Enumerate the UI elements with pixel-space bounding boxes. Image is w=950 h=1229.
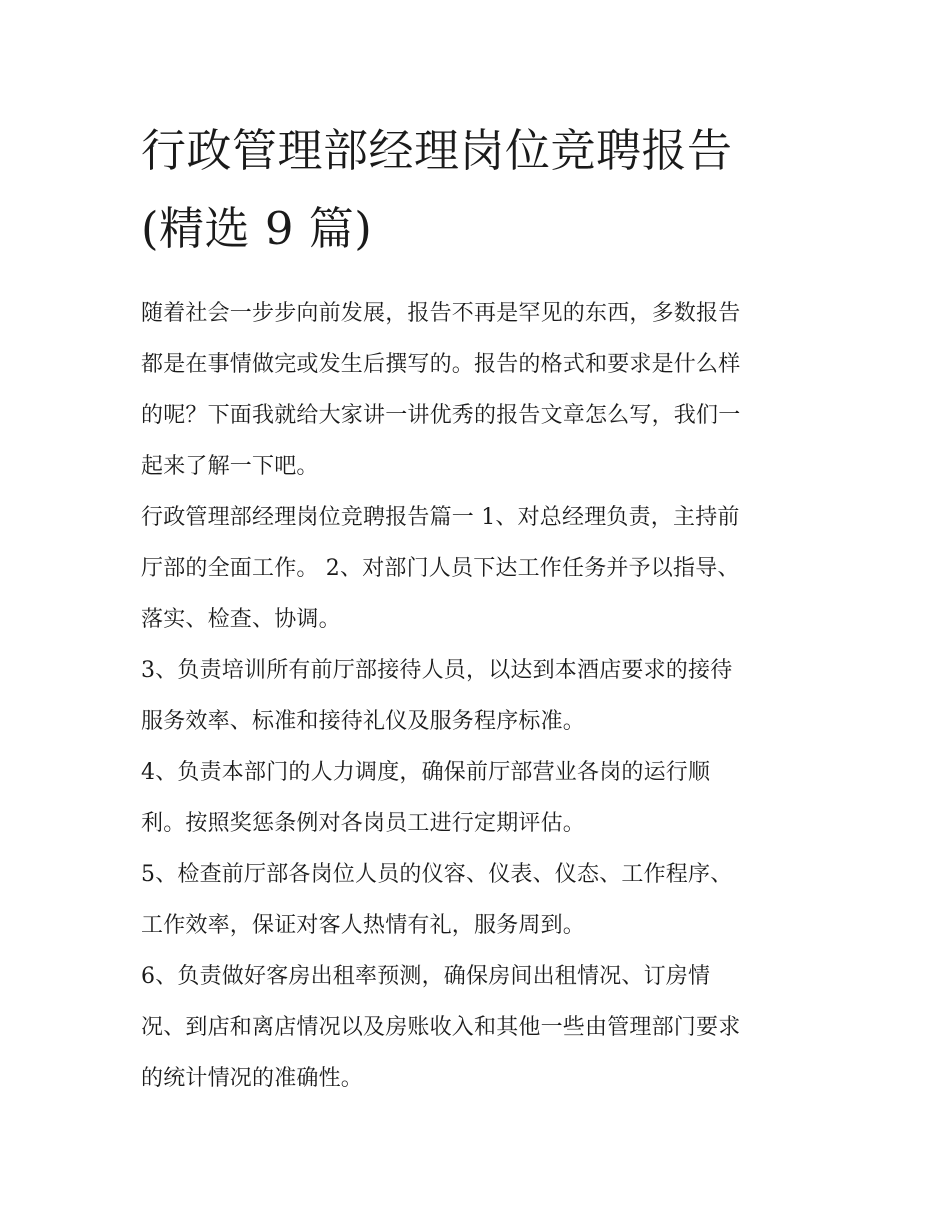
title-line-2: (精选 9 篇) bbox=[141, 202, 373, 255]
paragraph-item-6 bbox=[141, 951, 813, 1104]
text-line: 6、负责做好客房出租率预测，确保房间出租情况、订房情 bbox=[141, 964, 711, 989]
text-line: 3、负责培训所有前厅部接待人员，以达到本酒店要求的接待 bbox=[141, 658, 733, 683]
text-line: 厅部的全面工作。 2、对部门人员下达工作任务并予以指导、 bbox=[141, 556, 740, 581]
paragraph-item-5 bbox=[141, 849, 813, 951]
text-line: 行政管理部经理岗位竞聘报告篇一 1、对总经理负责，主持前 bbox=[141, 505, 740, 530]
document-page bbox=[141, 112, 813, 1104]
text-line: 况、到店和离店情况以及房账收入和其他一些由管理部门要求 bbox=[141, 1015, 741, 1040]
text-line: 的呢？下面我就给大家讲一讲优秀的报告文章怎么写，我们一 bbox=[141, 403, 741, 428]
text-line: 起来了解一下吧。 bbox=[141, 454, 319, 479]
text-line: 利。按照奖惩条例对各岗员工进行定期评估。 bbox=[141, 811, 586, 836]
text-line: 5、检查前厅部各岗位人员的仪容、仪表、仪态、工作程序、 bbox=[141, 862, 733, 887]
text-line: 都是在事情做完或发生后撰写的。报告的格式和要求是什么样 bbox=[141, 352, 741, 377]
paragraph-item-4 bbox=[141, 747, 813, 849]
paragraph-item-3 bbox=[141, 645, 813, 747]
text-line: 的统计情况的准确性。 bbox=[141, 1066, 364, 1091]
text-line: 服务效率、标准和接待礼仪及服务程序标准。 bbox=[141, 709, 586, 734]
text-line: 工作效率，保证对客人热情有礼，服务周到。 bbox=[141, 913, 586, 938]
text-line: 随着社会一步步向前发展，报告不再是罕见的东西，多数报告 bbox=[141, 301, 741, 326]
text-line: 落实、检查、协调。 bbox=[141, 607, 341, 632]
document-body bbox=[141, 288, 813, 1104]
paragraph-item-1-2 bbox=[141, 492, 813, 645]
title-line-1: 行政管理部经理岗位竞聘报告 bbox=[141, 124, 733, 177]
text-line: 4、负责本部门的人力调度，确保前厅部营业各岗的运行顺 bbox=[141, 760, 711, 785]
paragraph-intro bbox=[141, 288, 813, 492]
page-title bbox=[141, 112, 813, 268]
